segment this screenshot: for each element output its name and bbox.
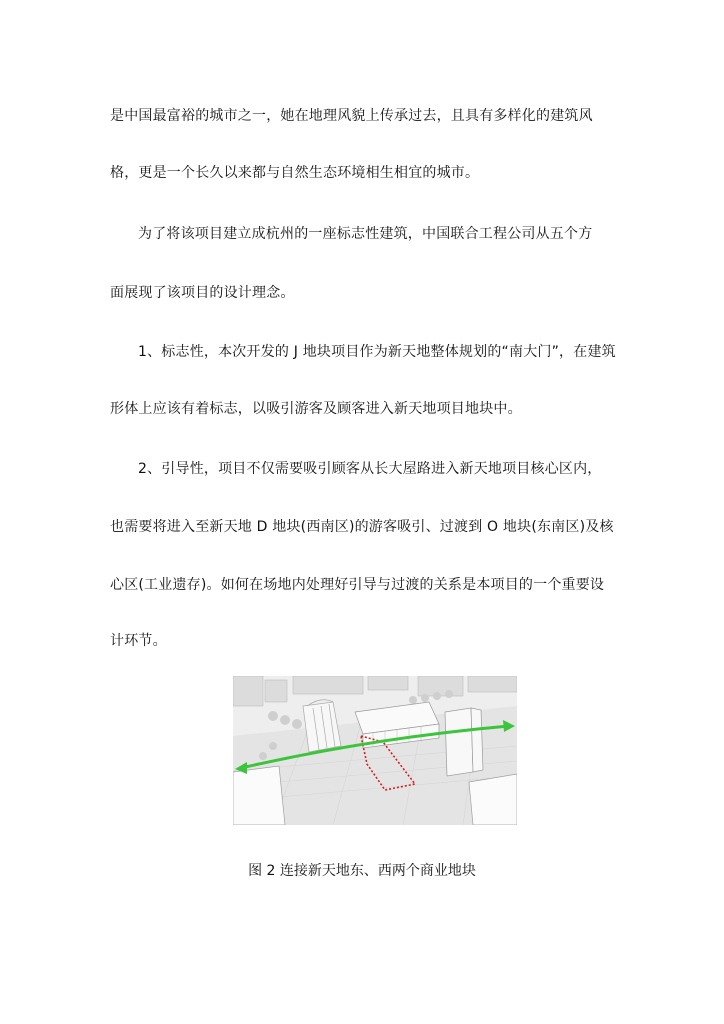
paragraph-2-line-2: 面展现了该项目的设计理念。 xyxy=(110,285,295,301)
paragraph-1-line-2: 格，更是一个长久以来都与自然生态环境相生相宜的城市。 xyxy=(110,165,480,181)
paragraph-4-line-1: 2、引导性，项目不仅需要吸引顾客从长大屋路进入新天地项目核心区内， xyxy=(138,461,602,477)
paragraph-4-line-4: 计环节。 xyxy=(110,633,167,649)
site-rendering-image xyxy=(233,676,517,825)
figure-caption: 图 2 连接新天地东、西两个商业地块 xyxy=(248,863,476,879)
paragraph-1-line-1: 是中国最富裕的城市之一，她在地理风貌上传承过去，且具有多样化的建筑风 xyxy=(110,108,593,124)
paragraph-3-line-1: 1、标志性，本次开发的 J 地块项目作为新天地整体规划的“南大门”，在建筑 xyxy=(138,344,616,360)
paragraph-4-line-3: 心区(工业遗存)。如何在场地内处理好引导与过渡的关系是本项目的一个重要设 xyxy=(110,577,605,593)
site-rendering-figure xyxy=(233,676,517,825)
paragraph-3-line-2: 形体上应该有着标志，以吸引游客及顾客进入新天地项目地块中。 xyxy=(110,401,522,417)
paragraph-2-line-1: 为了将该项目建立成杭州的一座标志性建筑，中国联合工程公司从五个方 xyxy=(138,226,593,242)
paragraph-4-line-2: 也需要将进入至新天地 D 地块(西南区)的游客吸引、过渡到 O 地块(东南区)及核 xyxy=(110,519,614,535)
